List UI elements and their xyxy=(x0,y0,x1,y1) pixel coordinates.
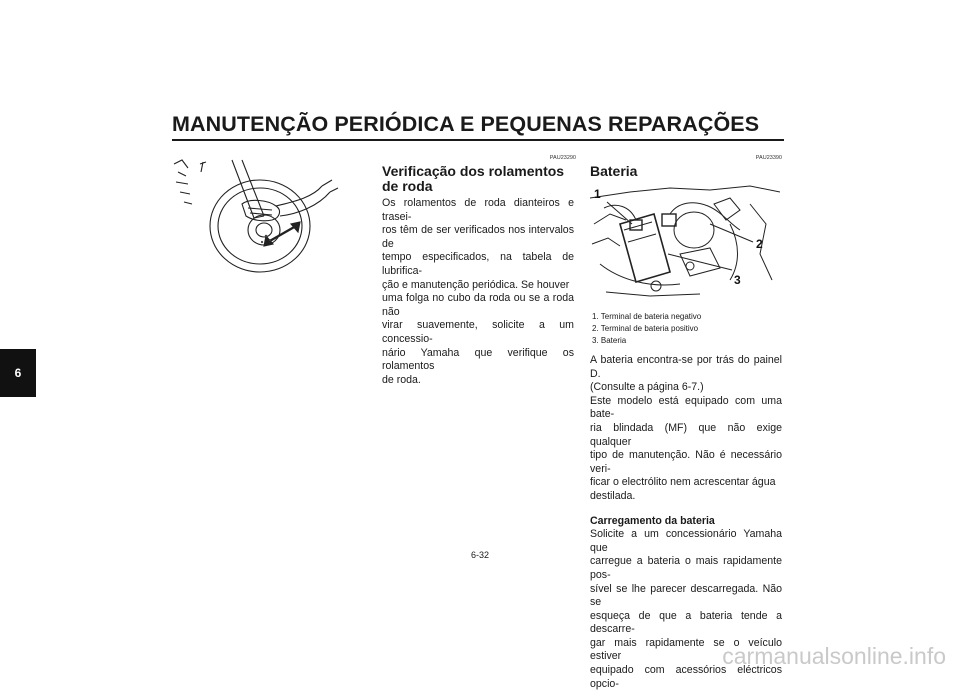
text-line: esqueça de que a bateria tende a descarre- xyxy=(590,609,782,636)
text-line: ria blindada (MF) que não exige qualquer xyxy=(590,421,782,448)
text-line: ficar o electrólito nem acrescentar água xyxy=(590,476,776,489)
text-line: virar suavemente, solicite a um concessio- xyxy=(382,319,574,345)
text-line: equipado com acessórios eléctricos opcio- xyxy=(590,664,782,690)
text-line: uma folga no cubo da roda ou se a roda não xyxy=(382,292,574,318)
battery-illustration xyxy=(590,184,780,302)
section-code: PAU23290 xyxy=(549,155,576,161)
text-line: ção e manutenção periódica. Se houver xyxy=(382,278,570,291)
text-line: gar mais rapidamente se o veículo estiver xyxy=(590,636,782,663)
text-line: (Consulte a página 6-7.) xyxy=(590,381,704,394)
legend-item: 3. Bateria xyxy=(592,336,627,345)
text-line: ros têm de ser verificados nos intervalos de xyxy=(382,224,574,250)
text-line: Solicite a um concessionário Yamaha que xyxy=(590,528,782,554)
text-line: tipo de manutenção. Não é necessário veri- xyxy=(590,449,782,475)
subheading: Carregamento da bateria xyxy=(590,514,715,527)
text-line: tempo especificados, na tabela de lubrifica- xyxy=(382,251,574,277)
text-line: A bateria encontra-se por trás do painel D. xyxy=(590,354,782,380)
text-line: de roda. xyxy=(382,373,421,386)
chapter-tab xyxy=(0,349,36,397)
chapter-tab-label: 6 xyxy=(14,366,22,380)
section-heading: Verificação dos rolamentos de roda xyxy=(382,163,565,194)
text-line: sível se lhe parecer descarregada. Não se xyxy=(590,582,782,609)
callout-1: 1 xyxy=(594,187,601,201)
legend-item: 1. Terminal de bateria negativo xyxy=(592,312,702,321)
section-body xyxy=(590,354,782,691)
header-rule xyxy=(172,139,784,141)
text-line: Os rolamentos de roda dianteiros e trasei- xyxy=(382,197,574,223)
callout-3: 3 xyxy=(734,273,741,287)
text-line: nário Yamaha que verifique os rolamentos xyxy=(382,346,574,373)
section-heading: Bateria xyxy=(590,163,638,179)
page-number: 6-32 xyxy=(470,550,489,560)
callout-2: 2 xyxy=(756,237,763,251)
section-body xyxy=(382,197,574,387)
text-line: Este modelo está equipado com uma bate- xyxy=(590,394,782,421)
text-line: carregue a bateria o mais rapidamente pos- xyxy=(590,555,782,581)
text-line: destilada. xyxy=(590,489,636,502)
legend-item: 2. Terminal de bateria positivo xyxy=(592,324,699,333)
figure-legend xyxy=(592,311,782,347)
page-title: MANUTENÇÃO PERIÓDICA E PEQUENAS REPARAÇÕES xyxy=(172,112,760,136)
watermark: carmanualsonline.info xyxy=(722,643,946,669)
wheel-bearing-illustration xyxy=(172,158,368,280)
section-code: PAU23390 xyxy=(755,155,782,161)
